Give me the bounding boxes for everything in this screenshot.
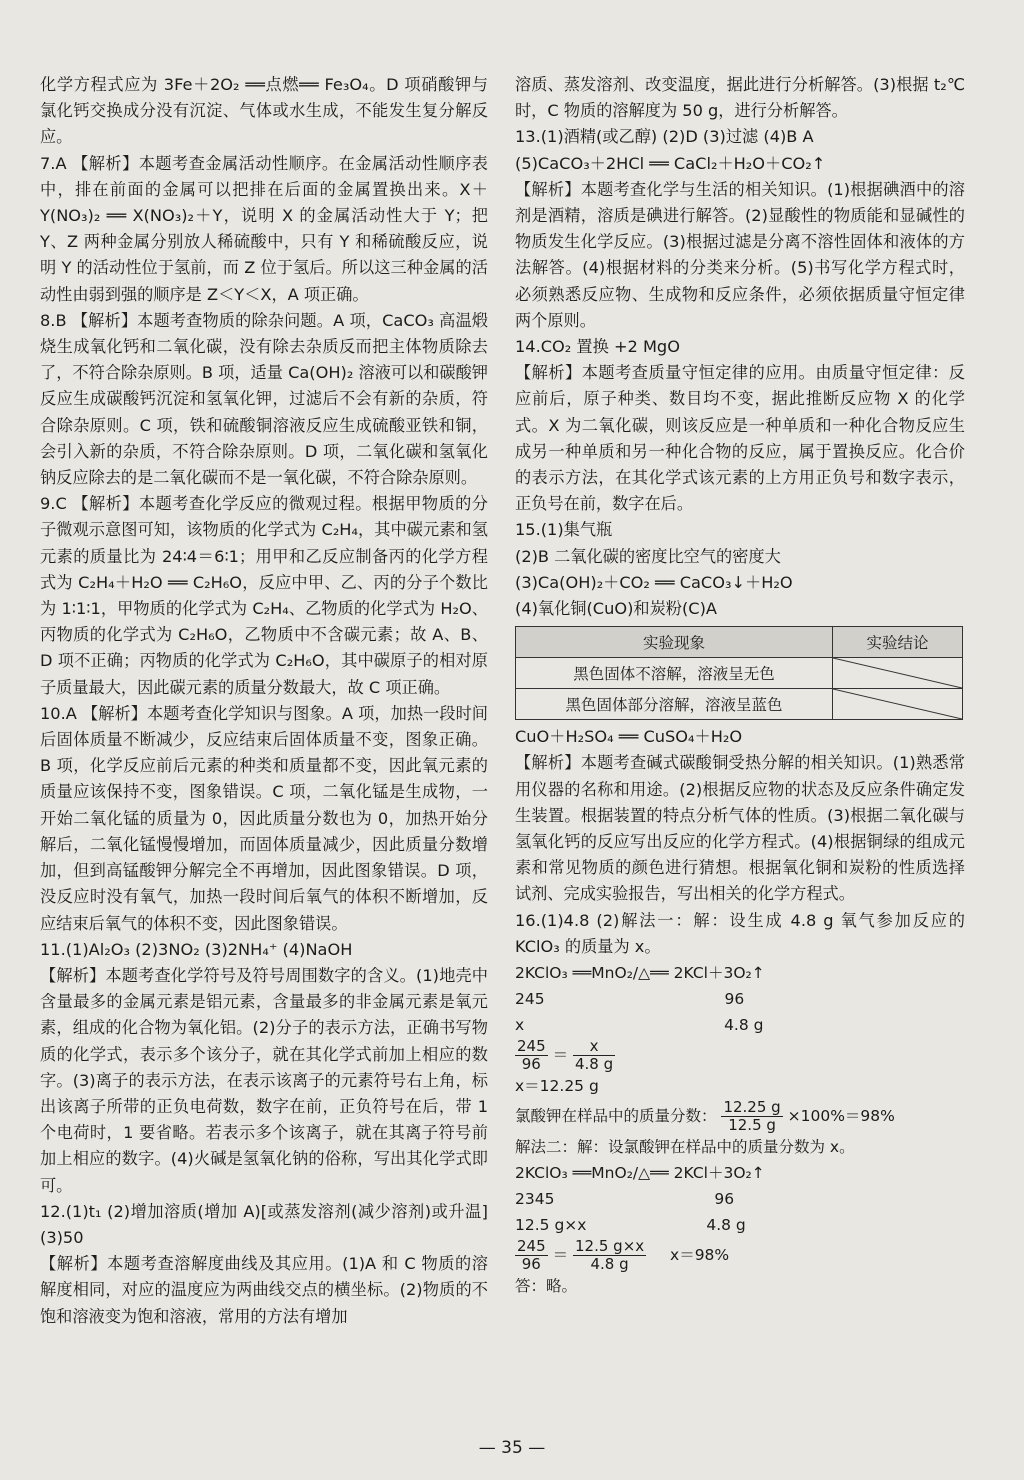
fraction: $\frac{245}{96}$ <box>517 1037 546 1074</box>
answer-15-3: (3)Ca(OH)₂＋CO₂ ══ CaCO₃↓＋H₂O <box>515 572 793 592</box>
fraction: $\frac{12.5 g\times x}{4.8 g}$ <box>575 1237 645 1274</box>
answer-15-2: (2)B 二氧化碳的密度比空气的密度大 <box>515 546 781 566</box>
table-row <box>516 689 963 720</box>
table-cell-phenomenon-2: 黑色固体部分溶解，溶液呈蓝色 <box>516 689 833 720</box>
mass-value: 2345 <box>515 1190 555 1209</box>
answer-14: 14.CO₂ 置换 +2 MgO <box>515 337 680 357</box>
fraction: $\frac{12.25 g}{12.5 g}$ <box>723 1098 781 1135</box>
answer-11-explanation: 【解析】本题考查化学符号及符号周围数字的含义。(1)地壳中含量最多的金属元素是铝元素，含量最多的非金属元素是氧元素，组成的化合物为氧化铝。(2)分子的表示方法，正确书写物质的化学式，表示多个该分子，就在其化学式前加上相应的数字。(3)离子的表示方法，在表示该离子的元素符号右上角，标出该离子所带的正负电荷数，数字在前，正负符号在后，带 1 个电荷时，1 要省略。若表示多个该离子，就在其离子符号前加上相应的数字。(4)火碱是氢氧化钠的俗称，写出其化学式即可。 <box>40 965 488 1195</box>
proportion-2: $\frac{245}{96}$ ＝ $\frac{12.5 g\times x}{4.8 g}$ x＝98% <box>517 1237 730 1274</box>
answer-15-4: (4)氧化铜(CuO)和炭粉(C)A <box>515 599 717 619</box>
table-cell-conclusion-2 <box>833 689 963 720</box>
answer-12-explanation: 【解析】本题考查溶解度曲线及其应用。(1)A 和 C 物质的溶解度相同，对应的温度应为两曲线交点的横坐标。(2)物质的不饱和溶液变为饱和溶液，常用的方法有增加 <box>40 1254 488 1326</box>
final-answer: 答：略。 <box>515 1277 578 1296</box>
intro-text: 化学方程式应为 3Fe＋2O₂ ══点燃══ Fe₃O₄。D 项硝酸钾与氯化钙交换成分没有沉淀、气体或水生成，不能发生复分解反应。 <box>40 75 488 147</box>
table-header-phenomenon: 实验现象 <box>516 627 833 658</box>
mass-value: 12.5 g×x <box>515 1216 587 1235</box>
proportion-1: $\frac{245}{96}$ ＝ $\frac{x}{4.8 g}$ <box>517 1037 614 1074</box>
diagonal-line-icon <box>833 658 962 688</box>
answer-7: 7.A 【解析】本题考查金属活动性顺序。在金属活动性顺序表中，排在前面的金属可以把排在后面的金属置换出来。X＋Y(NO₃)₂ ══ X(NO₃)₂＋Y，说明 X 的金属活动性大于 Y；把 Y、Z 两种金属分别放人稀硫酸中，只有 Y 和稀硫酸反应，说明 Y 的活动性位于氢前，而 Z 位于氢后。所以这三种金属的活动性由弱到强的顺序是 Z＜Y＜X，A 项正确。 <box>40 153 488 304</box>
table-row <box>516 658 963 689</box>
percent-line: 氯酸钾在样品中的质量分数： $\frac{12.25 g}{12.5 g}$ ×100%＝98% <box>515 1098 895 1135</box>
mass-value: 4.8 g <box>706 1216 746 1235</box>
answer-13-equation: (5)CaCO₃＋2HCl ══ CaCl₂＋H₂O＋CO₂↑ <box>515 153 826 173</box>
left-column <box>40 72 488 1330</box>
answer-12: 12.(1)t₁ (2)增加溶质(增加 A)[或蒸发溶剂(减少溶剂)或升温] (3)50 <box>40 1201 488 1247</box>
answer-12-continued: 溶质、蒸发溶剂、改变温度，据此进行分析解答。(3)根据 t₂℃时，C 物质的溶解度为 50 g，进行分析解答。 <box>515 75 965 121</box>
table-cell-conclusion-1 <box>833 658 963 689</box>
x-result: x＝12.25 g <box>515 1077 599 1096</box>
table-header-row <box>516 627 963 658</box>
reaction-equation-1: 2KClO₃ ══MnO₂/△══ 2KCl＋3O₂↑ <box>515 964 765 983</box>
right-column <box>515 72 965 1299</box>
experiment-table <box>515 626 963 720</box>
answer-15-explanation: 【解析】本题考查碱式碳酸铜受热分解的相关知识。(1)熟悉常用仪器的名称和用途。(2)根据反应物的状态及反应条件确定发生装置。根据装置的特点分析气体的性质。(3)根据二氧化碳与氢氧化钙的反应写出反应的化学方程式。(4)根据铜绿的组成元素和常见物质的颜色进行猜想。根据氧化铜和炭粉的性质选择试剂、完成实验报告，写出相关的化学方程式。 <box>515 753 965 904</box>
answer-14-explanation: 【解析】本题考查质量守恒定律的应用。由质量守恒定律：反应前后，原子种类、数目均不变，据此推断反应物 X 的化学式。X 为二氧化碳，则该反应是一种单质和一种化合物反应生成另一种单质和另一种化合物的反应，属于置换反应。化合价的表示方法，在其化学式该元素的上方用正负号和数字表示，正负号在前，数字在后。 <box>515 363 965 514</box>
mass-row-2 <box>515 1012 965 1038</box>
reaction-equation-2: 2KClO₃ ══MnO₂/△══ 2KCl＋3O₂↑ <box>515 1164 765 1183</box>
answer-13: 13.(1)酒精(或乙醇) (2)D (3)过滤 (4)B A <box>515 127 814 147</box>
diagonal-line-icon <box>833 689 962 719</box>
answer-9: 9.C 【解析】本题考查化学反应的微观过程。根据甲物质的分子微观示意图可知，该物质的化学式为 C₂H₄，其中碳元素和氢元素的质量比为 24∶4＝6∶1；用甲和乙反应制备丙的化学方程式为 C₂H₄＋H₂O ══ C₂H₆O，反应中甲、乙、丙的分子个数比为 1∶1∶1，甲物质的化学式为 C₂H₄、乙物质的化学式为 H₂O、丙物质的化学式为 C₂H₆O，乙物质中不含碳元素；故 A、B、D 项不正确；丙物质的化学式为 C₂H₆O，其中碳原子的相对原子质量最大，因此碳元素的质量分数最大，故 C 项正确。 <box>40 494 488 697</box>
table-cell-phenomenon-1: 黑色固体不溶解，溶液呈无色 <box>516 658 833 689</box>
fraction: $\frac{x}{4.8 g}$ <box>575 1037 614 1074</box>
x-result-2: x＝98% <box>670 1246 730 1265</box>
mass-value: 96 <box>724 990 745 1009</box>
mass-value: 4.8 g <box>724 1016 764 1035</box>
fraction: $\frac{245}{96}$ <box>517 1237 546 1274</box>
mass-value: x <box>515 1016 525 1035</box>
answer-13-explanation: 【解析】本题考查化学与生活的相关知识。(1)根据碘酒中的溶剂是酒精，溶质是碘进行解答。(2)显酸性的物质能和显碱性的物质发生化学反应。(3)根据过滤是分离不溶性固体和液体的方法解答。(4)根据材料的分类来分析。(5)书写化学方程式时，必须熟悉反应物、生成物和反应条件，必须依据质量守恒定律两个原则。 <box>515 179 965 330</box>
mass-value: 96 <box>714 1190 735 1209</box>
answer-11: 11.(1)Al₂O₃ (2)3NO₂ (3)2NH₄⁺ (4)NaOH <box>40 939 353 959</box>
answer-15-equation: CuO＋H₂SO₄ ══ CuSO₄＋H₂O <box>515 727 743 747</box>
page-number: — 35 — <box>478 1438 546 1458</box>
answer-10: 10.A 【解析】本题考查化学知识与图象。A 项，加热一段时间后固体质量不断减少，反应结束后固体质量不变，图象正确。B 项，化学反应前后元素的种类和质量都不变，因此氧元素的质量应该保持不变，图象错误。C 项，二氧化锰是生成物，一开始二氧化锰的质量为 0，因此质量分数也为 0，加热开始分解后，二氧化锰慢慢增加，而固体质量减少，因此质量分数增加，但到高锰酸钾分解完全不再增加，因此图象错误。D 项，没反应时没有氧气，加热一段时间后氧气的体积不断增加，反应结束后氧气的体积不变，因此图象错误。 <box>40 703 488 933</box>
method-2: 解法二：解：设氯酸钾在样品中的质量分数为 x。 <box>515 1138 855 1157</box>
answer-15-1: 15.(1)集气瓶 <box>515 520 613 540</box>
mass-row-3 <box>515 1186 965 1212</box>
mass-row-4 <box>515 1212 965 1238</box>
answer-16-head: 16.(1)4.8 (2)解法一：解：设生成 4.8 g 氧气参加反应的 KClO₃ 的质量为 x。 <box>515 910 965 956</box>
mass-value: 245 <box>515 990 545 1009</box>
table-header-conclusion: 实验结论 <box>833 627 963 658</box>
mass-row-1 <box>515 986 965 1012</box>
answer-8: 8.B 【解析】本题考查物质的除杂问题。A 项，CaCO₃ 高温煅烧生成氧化钙和二氧化碳，没有除去杂质反而把主体物质除去了，不符合除杂原则。B 项，适量 Ca(OH)₂ 溶液可以和碳酸钾反应生成碳酸钙沉淀和氢氧化钾，过滤后不会有新的杂质，符合除杂原则。C 项，铁和硫酸铜溶液反应生成硫酸亚铁和铜，会引入新的杂质，不符合除杂原则。D 项，二氧化碳和氢氧化钠反应除去的是二氧化碳而不是一氧化碳，不符合除杂原则。 <box>40 310 488 488</box>
